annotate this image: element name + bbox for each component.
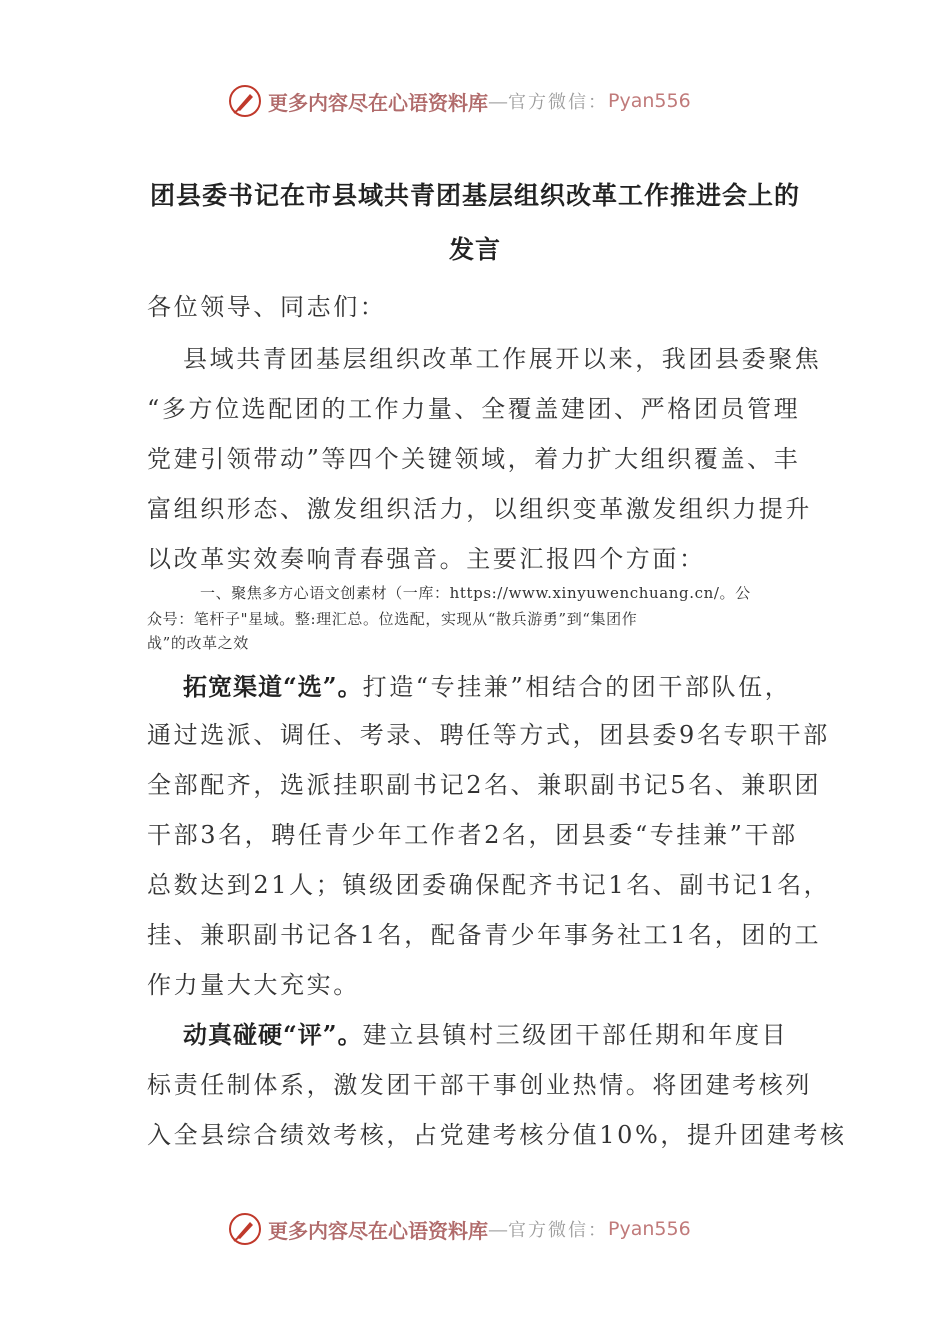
intro-line: 富组织形态、激发组织活力，以组织变革激发组织力提升 xyxy=(147,495,812,523)
para2-heading: 动真碰硬“评”。 xyxy=(183,1020,363,1049)
para1-first-rest: 打造“专挂兼”相结合的团干部队伍， xyxy=(362,673,792,701)
para1-line: 全部配齐，选派挂职副书记2名、兼职副书记5名、兼职团 xyxy=(147,771,822,799)
banner-brand-text: 更多内容尽在心语资料库 xyxy=(268,90,488,115)
banner-dash: — xyxy=(488,89,508,113)
para2-first-line xyxy=(183,1020,863,1050)
intro-line: 党建引领带动”等四个关键领域，着力扩大组织覆盖、丰 xyxy=(147,445,801,473)
banner-dash: — xyxy=(488,1217,508,1241)
footer-banner xyxy=(228,1212,691,1246)
section-heading-line: 战”的改革之效 xyxy=(147,634,249,652)
banner-wechat-id: Pyan556 xyxy=(608,1218,691,1240)
document-title-line-2: 发言 xyxy=(448,235,501,264)
intro-line: 以改革实效奏响青春强音。主要汇报四个方面： xyxy=(147,545,706,573)
salutation: 各位领导、同志们： xyxy=(147,293,387,321)
para1-line: 通过选派、调任、考录、聘任等方式，团县委9名专职干部 xyxy=(147,721,830,749)
para1-line: 作力量大大充实。 xyxy=(147,971,360,999)
section-heading-line: 一、聚焦多方心语文创素材（一库：https://www.xinyuwenchuang.cn/。公 xyxy=(200,584,751,602)
intro-line: 县域共青团基层组织改革工作展开以来，我团县委聚焦 xyxy=(183,345,822,373)
para1-heading: 拓宽渠道“选”。 xyxy=(183,672,363,701)
banner-official-label: 官方微信： xyxy=(508,92,608,113)
quill-pen-logo-icon xyxy=(228,84,262,118)
para2-line: 标责任制体系，激发团干部干事创业热情。将团建考核列 xyxy=(147,1071,812,1099)
banner-official-label: 官方微信： xyxy=(508,1220,608,1241)
section-heading-line: 众号：笔杆子"星域。整:理汇总。位选配，实现从“散兵游勇”到“集团作 xyxy=(147,610,638,628)
para2-line: 入全县综合绩效考核，占党建考核分值10%，提升团建考核 xyxy=(147,1121,847,1149)
para1-line: 总数达到21人；镇级团委确保配齐书记1名、副书记1名， xyxy=(147,871,831,899)
header-banner xyxy=(228,84,691,118)
para1-line: 挂、兼职副书记各1名，配备青少年事务社工1名，团的工 xyxy=(147,921,822,949)
document-title-line-1: 团县委书记在市县域共青团基层组织改革工作推进会上的 xyxy=(149,181,800,210)
banner-wechat-id: Pyan556 xyxy=(608,90,691,112)
banner-brand-text: 更多内容尽在心语资料库 xyxy=(268,1218,488,1243)
para1-first-line xyxy=(183,672,863,702)
intro-line: “多方位选配团的工作力量、全覆盖建团、严格团员管理 xyxy=(147,395,801,423)
quill-pen-logo-icon xyxy=(228,1212,262,1246)
para1-line: 干部3名，聘任青少年工作者2名，团县委“专挂兼”干部 xyxy=(147,821,798,849)
para2-first-rest: 建立县镇村三级团干部任期和年度目 xyxy=(362,1021,789,1049)
